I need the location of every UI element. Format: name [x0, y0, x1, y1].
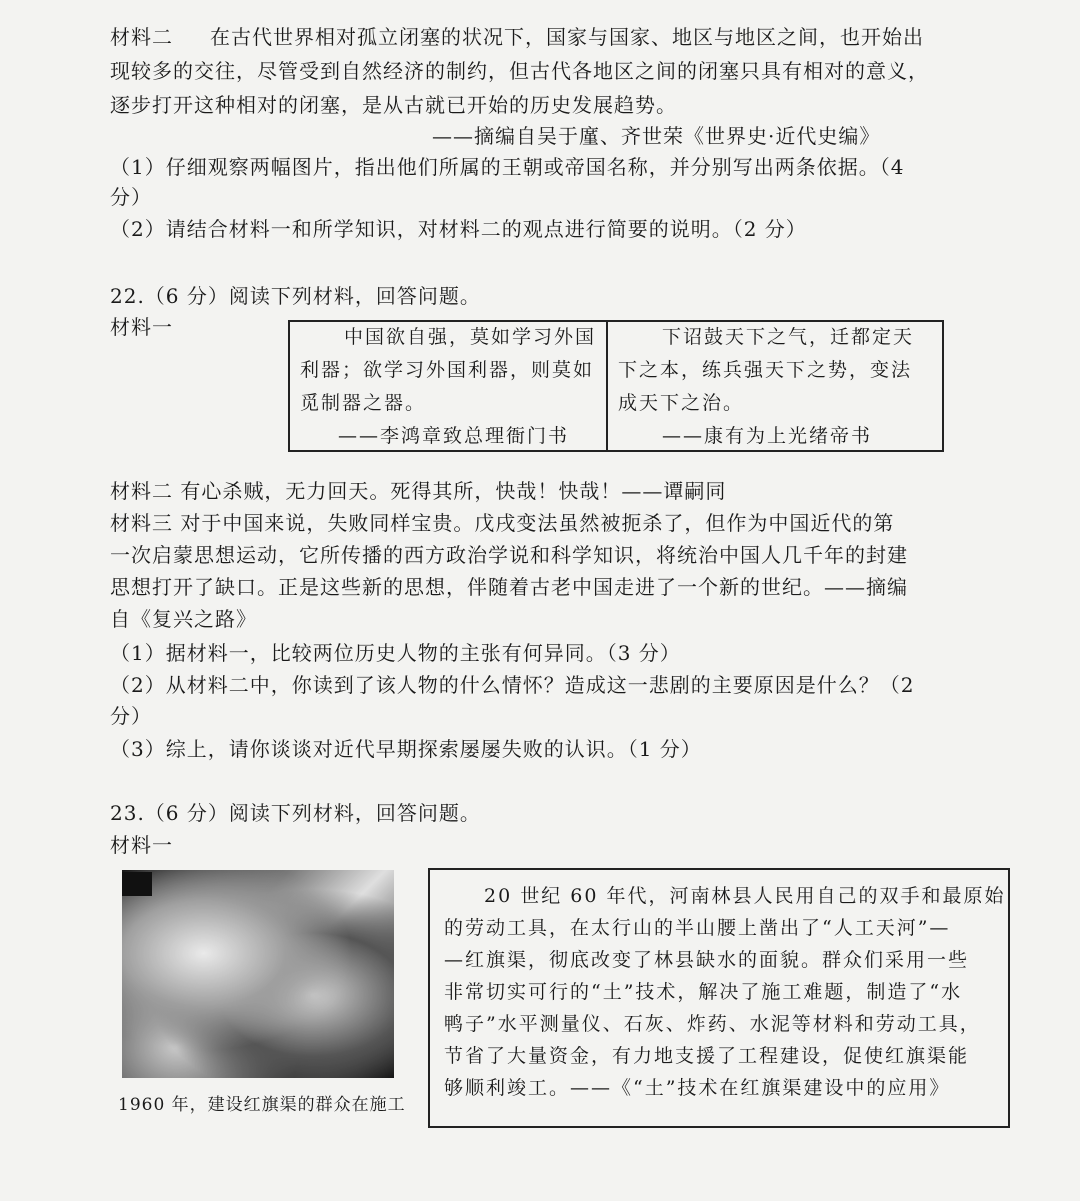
q22-question-2: （2）从材料二中，你读到了该人物的什么情怀？造成这一悲剧的主要原因是什么？（2 [110, 673, 915, 697]
q22-material3-line-1: 材料三 对于中国来说，失败同样宝贵。戊戌变法虽然被扼杀了，但作为中国近代的第 [110, 511, 895, 535]
q21-material2-line-1: 在古代世界相对孤立闭塞的状况下，国家与国家、地区与地区之间，也开始出 [210, 25, 924, 49]
q22-material2: 材料二 有心杀贼，无力回天。死得其所，快哉！快哉！——谭嗣同 [110, 479, 727, 503]
q21-question2: （2）请结合材料一和所学知识，对材料二的观点进行简要的说明。（2 分） [110, 217, 807, 241]
q22-header: 22.（6 分）阅读下列材料，回答问题。 [110, 284, 481, 308]
q23-box-line-4: 非常切实可行的“土”技术，解决了施工难题，制造了“水 [444, 981, 963, 1003]
q21-material2-label: 材料二 [110, 25, 173, 49]
q22-question-1: （1）据材料一，比较两位历史人物的主张有何异同。（3 分） [110, 641, 681, 665]
q22-right-line-1: 下诏鼓天下之气，迁都定天 [662, 326, 915, 348]
q21-material2-source: ——摘编自吴于廑、齐世荣《世界史·近代史编》 [432, 124, 881, 148]
q21-material2-line-2: 现较多的交往，尽管受到自然经济的制约，但古代各地区之间的闭塞只具有相对的意义， [110, 59, 929, 83]
q23-box-line-7: 够顺利竣工。——《“土”技术在红旗渠建设中的应用》 [444, 1077, 951, 1099]
q22-right-line-3: 成天下之治。 [618, 392, 745, 414]
q22-material3-line-2: 一次启蒙思想运动，它所传播的西方政治学说和科学知识，将统治中国人几千年的封建 [110, 543, 908, 567]
q22-left-line-2: 利器；欲学习外国利器，则莫如 [300, 359, 595, 381]
q21-question1-line-2: 分） [110, 185, 152, 209]
q22-question-3: （3）综上，请你谈谈对近代早期探索屡屡失败的认识。（1 分） [110, 737, 702, 761]
q22-left-source: ——李鸿章致总理衙门书 [338, 425, 570, 447]
q22-right-source: ——康有为上光绪帝书 [662, 425, 873, 447]
q23-box-line-2: 的劳动工具，在太行山的半山腰上凿出了“人工天河”— [444, 917, 951, 939]
q22-table-divider [606, 320, 608, 452]
q23-material1-label: 材料一 [110, 833, 173, 857]
q22-table-left-cell [300, 321, 600, 453]
q21-material2-line-3: 逐步打开这种相对的闭塞，是从古就已开始的历史发展趋势。 [110, 93, 677, 117]
q21-question1-line-1: （1）仔细观察两幅图片，指出他们所属的王朝或帝国名称，并分别写出两条依据。（4 [110, 155, 905, 179]
q22-material3-line-3: 思想打开了缺口。正是这些新的思想，伴随着古老中国走进了一个新的世纪。——摘编 [110, 575, 908, 599]
q22-left-line-3: 觅制器之器。 [300, 392, 427, 414]
q23-box-line-1: 20 世纪 60 年代，河南林县人民用自己的双手和最原始 [484, 885, 1006, 907]
q22-material1-label: 材料一 [110, 315, 173, 339]
construction-photo [122, 870, 394, 1078]
q23-header: 23.（6 分）阅读下列材料，回答问题。 [110, 801, 481, 825]
photo-caption: 1960 年，建设红旗渠的群众在施工 [118, 1095, 406, 1115]
q23-box-line-6: 节省了大量资金，有力地支援了工程建设，促使红旗渠能 [444, 1045, 970, 1067]
q22-table-right-cell [618, 321, 936, 453]
q23-box-text [444, 880, 1006, 1104]
q23-box-line-3: —红旗渠，彻底改变了林县缺水的面貌。群众们采用一些 [444, 949, 970, 971]
q22-material3-line-4: 自《复兴之路》 [110, 607, 257, 631]
q22-question-2-cont: 分） [110, 704, 152, 728]
q22-left-line-1: 中国欲自强，莫如学习外国 [344, 326, 597, 348]
q23-box-line-5: 鸭子”水平测量仪、石灰、炸药、水泥等材料和劳动工具， [444, 1013, 981, 1035]
q22-right-line-2: 下之本，练兵强天下之势，变法 [618, 359, 913, 381]
photo-corner-mark [122, 872, 152, 896]
